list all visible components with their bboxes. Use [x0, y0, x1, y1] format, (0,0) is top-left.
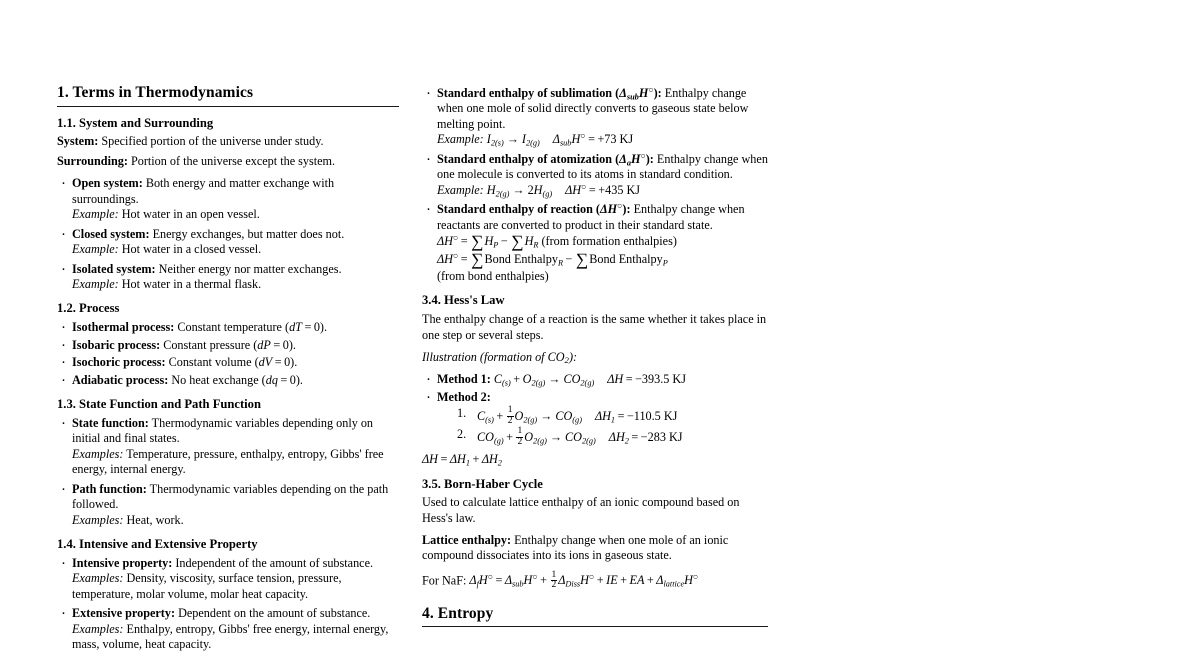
- math-atomization-example: $H_{2(g)} \to 2H_{(g)}$ ΔH○ = +435 KJ: [486, 181, 641, 199]
- method-2-steps: [437, 406, 768, 447]
- list-item: [422, 86, 768, 148]
- item-lead: State function:: [72, 415, 149, 430]
- illustration-label: Illustration (formation of $CO_2$):: [422, 349, 578, 366]
- example-label: Examples:: [72, 621, 124, 636]
- reaction-equation-1: $\Delta H^○ = \sum H_P - \sum H_R$ (from formation enthalpies): [437, 232, 677, 252]
- item-lead: Adiabatic process:: [72, 372, 169, 387]
- list-item: [57, 176, 399, 222]
- list-item: [57, 320, 399, 335]
- item-text: Enthalpy change when one mole of solid directly converts to gaseous state below melting point.: [437, 86, 749, 131]
- item-tail: ).: [290, 355, 298, 370]
- naf-equation-line: [422, 571, 768, 591]
- right-column: [422, 84, 768, 636]
- surrounding-definition: [57, 154, 399, 169]
- naf-label: For NaF:: [422, 573, 467, 588]
- item-lead: Standard enthalpy of sublimation (: [437, 86, 620, 100]
- list-item: [57, 338, 399, 353]
- heading-4: 4. Entropy: [422, 604, 494, 622]
- math-born-haber-cont: $\Delta_{lattice}H^○$: [656, 571, 699, 589]
- left-column: [57, 84, 399, 657]
- item-lead: Isothermal process:: [72, 320, 175, 335]
- property-type-list: [57, 556, 399, 653]
- list-item: [437, 406, 768, 426]
- item-lead: Method 2:: [437, 389, 491, 404]
- item-text: Thermodynamic variables depending only on initial and final states.: [72, 415, 374, 446]
- item-text: Thermodynamic variables depending on the path followed.: [72, 481, 389, 512]
- process-list: [57, 320, 399, 388]
- math-dq: dq = 0: [265, 372, 296, 387]
- item-tail: ).: [295, 372, 303, 387]
- list-item: [57, 373, 399, 388]
- heading-1-4: 1.4. Intensive and Extensive Property: [57, 537, 258, 552]
- list-item: [437, 427, 768, 447]
- example-text: Density, viscosity, surface tension, pressure, temperature, molar volume, molar heat capacity.: [72, 571, 342, 601]
- item-text: Dependent on the amount of substance.: [175, 606, 371, 621]
- item-text: Constant temperature (: [174, 320, 290, 335]
- born-haber-body: Used to calculate lattice enthalpy of an ionic compound based on Hess's law.: [422, 495, 740, 525]
- list-item: [57, 227, 399, 258]
- hess-total-equation: $\Delta H = \Delta H_1 + \Delta H_2$: [422, 452, 502, 468]
- math-delta-h: ΔH○: [599, 201, 623, 217]
- example-label: Example:: [72, 207, 119, 222]
- list-item: [57, 482, 399, 528]
- list-item: [57, 355, 399, 370]
- list-item: [57, 262, 399, 293]
- item-lead: Intensive property:: [72, 556, 173, 570]
- equation-1-note: (from formation enthalpies): [541, 234, 677, 249]
- example-text: Hot water in a closed vessel.: [118, 242, 262, 257]
- item-lead: Method 1:: [437, 372, 491, 387]
- example-text: Hot water in an open vessel.: [118, 207, 260, 222]
- page-title: 1. Terms in Thermodynamics: [57, 84, 254, 101]
- item-lead: Standard enthalpy of atomization (: [437, 151, 620, 166]
- item-tail: ).: [319, 320, 328, 335]
- heading-1-2: 1.2. Process: [57, 301, 120, 316]
- example-label: Examples:: [72, 571, 124, 586]
- item-text: Enthalpy change when reactants are converted to product in their standard state.: [437, 202, 745, 232]
- item-text: Enthalpy change when one molecule is converted to its atoms in standard condition.: [437, 151, 768, 182]
- reaction-equation-2: ΔH○ = ∑Bond Enthalpy$_R$ − ∑Bond Enthalpy$_P$: [437, 249, 668, 269]
- item-text: Energy exchanges, but matter does not.: [149, 226, 345, 241]
- example-label: Examples:: [72, 512, 124, 527]
- example-text: Enthalpy, entropy, Gibbs' free energy, internal energy, mass, volume, heat capacity.: [72, 621, 389, 652]
- heading-1-3: 1.3. State Function and Path Function: [57, 397, 261, 412]
- system-label: System:: [57, 134, 99, 149]
- list-item: [422, 372, 768, 387]
- list-item: [422, 152, 768, 198]
- list-item: [57, 606, 399, 652]
- math-sublimation-example: $I_{2(s)} \to I_{2(g)}$ $\Delta_{sub}H^○ = +73$ KJ: [486, 131, 634, 148]
- item-lead: Closed system:: [72, 226, 150, 241]
- list-item: [57, 416, 399, 478]
- item-text: No heat exchange (: [168, 372, 266, 387]
- example-label: Example:: [437, 182, 484, 197]
- math-method-2-step-1: $C_{(s)}$ + $\frac{1}{2}$ $O_{2(g)} \to CO_{(g)}$ $\Delta H_1 = -110.5$ KJ: [477, 405, 678, 426]
- heading-3-5: 3.5. Born-Haber Cycle: [422, 476, 543, 491]
- heading-3-4: 3.4. Hess's Law: [422, 293, 505, 308]
- item-lead: Isobaric process:: [72, 337, 161, 352]
- item-lead-close: ):: [645, 151, 654, 166]
- lattice-enthalpy-definition: [422, 533, 768, 564]
- lattice-text: Enthalpy change when one mole of an ionic compound dissociates into its ions in gaseous state.: [422, 533, 729, 563]
- example-label: Example:: [437, 132, 484, 147]
- math-dt: dT = 0: [289, 320, 320, 335]
- item-text: Constant pressure (: [160, 337, 258, 352]
- item-text: Both energy and matter exchange with surroundings.: [72, 176, 335, 206]
- standard-enthalpy-list: [422, 86, 768, 284]
- item-lead: Extensive property:: [72, 606, 176, 621]
- example-label: Example:: [72, 276, 119, 291]
- function-type-list: [57, 416, 399, 528]
- lattice-label: Lattice enthalpy:: [422, 533, 512, 548]
- hess-law-body: The enthalpy change of a reaction is the same whether it takes place in one step or several steps.: [422, 312, 767, 342]
- item-lead-close: ):: [622, 202, 631, 217]
- equation-2-note: (from bond enthalpies): [437, 269, 549, 284]
- system-text: Specified portion of the universe under study.: [98, 134, 324, 149]
- entropy-rule: [422, 626, 768, 627]
- list-item: [422, 390, 768, 448]
- item-text: Neither energy nor matter exchanges.: [155, 261, 342, 276]
- list-item: [422, 202, 768, 284]
- math-delta-sub-h: $\Delta_{sub}H^○$: [619, 84, 654, 102]
- surrounding-text: Portion of the universe except the system.: [127, 153, 336, 168]
- math-dv: dV = 0: [258, 355, 291, 370]
- math-born-haber: $\Delta_fH^○ = \Delta_{sub}H^○$ + $\frac{1}{2}$ $\Delta_{Diss}H^○$ + IE + EA +: [469, 569, 654, 591]
- math-method-2-step-2: $CO_{(g)}$ + $\frac{1}{2}$ $O_{2(g)} \to CO_{2(g)}$ $\Delta H_2 = -283$ KJ: [477, 426, 683, 447]
- system-definition: [57, 134, 399, 149]
- example-text: Hot water in a thermal flask.: [118, 276, 262, 291]
- item-tail: ).: [288, 337, 296, 352]
- math-method-1: $C_{(s)} + O_{2(g)} \to CO_{2(g)}$ ΔH = −393.5 KJ: [493, 372, 686, 388]
- item-lead: Standard enthalpy of reaction (: [437, 202, 600, 217]
- item-lead: Isolated system:: [72, 261, 156, 276]
- item-text: Independent of the amount of substance.: [172, 556, 374, 570]
- item-lead-close: ):: [653, 86, 662, 100]
- surrounding-label: Surrounding:: [57, 153, 128, 168]
- title-rule: [57, 106, 399, 107]
- heading-1-1: 1.1. System and Surrounding: [57, 115, 214, 130]
- item-lead: Open system:: [72, 176, 143, 191]
- example-text: Heat, work.: [123, 512, 184, 527]
- item-lead: Isochoric process:: [72, 355, 166, 370]
- system-type-list: [57, 176, 399, 292]
- list-item: [57, 556, 399, 602]
- item-text: Constant volume (: [165, 355, 259, 370]
- math-delta-a-h: $\Delta_aH^○$: [619, 150, 646, 168]
- example-label: Examples:: [72, 446, 124, 461]
- example-label: Example:: [72, 242, 119, 257]
- example-text: Temperature, pressure, enthalpy, entropy, Gibbs' free energy, internal energy.: [72, 446, 384, 477]
- hess-method-list: [422, 372, 768, 447]
- math-dp: dP = 0: [257, 337, 289, 352]
- item-lead: Path function:: [72, 481, 147, 496]
